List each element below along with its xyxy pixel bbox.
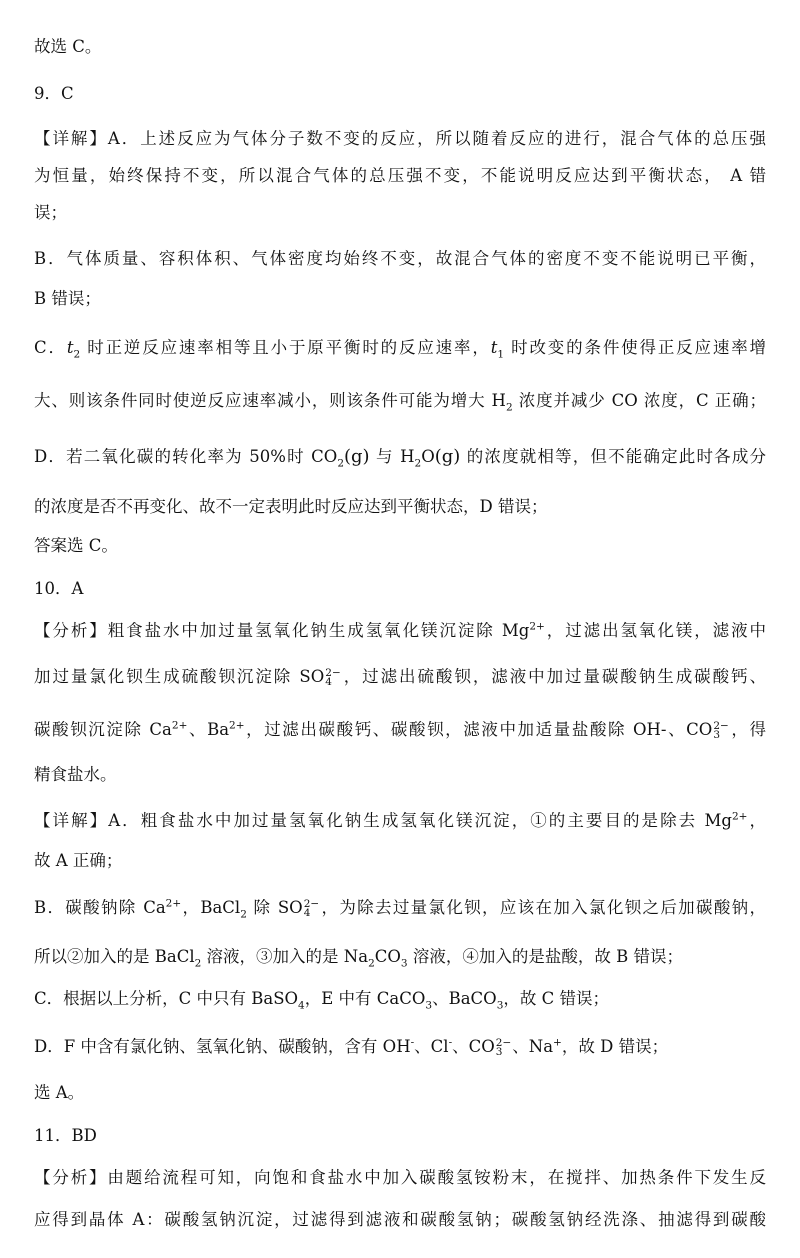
text-line-21: 所以②加入的是 BaCl$_2$ 溶液，③加入的是 $Na_2CO_3$ 溶液，④加入的是盐酸，故 B 错误；	[34, 947, 683, 970]
text-line-11: 的浓度是否不再变化、故不一定表明此时反应达到平衡状态，D 错误；	[34, 497, 548, 516]
text-line-17: 精食盐水。	[34, 765, 117, 784]
text-line-15: 加过量氯化钡生成硫酸钡沉淀除 SO 2− 4 ，过滤出硫酸钡，滤液中加过量碳酸钠生成碳酸钙、	[34, 666, 767, 688]
text-line-4: 为恒量，始终保持不变，所以混合气体的总压强不变，不能说明反应达到平衡状态， A 错	[34, 166, 766, 185]
text-line-18: 【详解】A．粗食盐水中加过量氢氧化钠生成氢氧化镁沉淀，①的主要目的是除去 $Mg^{2+}$，	[34, 810, 767, 830]
text-line-22: C．根据以上分析，C 中只有 BaSO$_4$，E 中有 CaCO$_3$、BaCO$_3$，故 C 错误；	[34, 989, 610, 1012]
text-line-3: 【详解】A．上述反应为气体分子数不变的反应，所以随着反应的进行，混合气体的总压强	[34, 129, 766, 148]
text-line-19: 故 A 正确；	[34, 851, 123, 870]
text-line-26: 【分析】由题给流程可知，向饱和食盐水中加入碳酸氢铵粉末，在搅拌、加热条件下发生反	[34, 1168, 766, 1187]
text-line-8: C．$t_2$ 时正逆反应速率相等且小于原平衡时的反应速率，$t_1$ 时改变的条件使得正反应速率增	[34, 338, 767, 361]
text-line-6: B．气体质量、容积体积、气体密度均始终不变，故混合气体的密度不变不能说明已平衡，	[34, 249, 766, 268]
text-line-1: 故选 C。	[34, 37, 102, 56]
text-line-9: 大、则该条件同时使逆反应速率减小，则该条件可能为增大 $H_2$ 浓度并减少 CO 浓度，C 正确；	[34, 391, 766, 414]
text-line-16: 碳酸钡沉淀除 $Ca^{2+}$、$Ba^{2+}$，过滤出碳酸钙、碳酸钡，滤液中加适量盐酸除 OH-、CO 2− 3 ，得	[34, 719, 766, 741]
question-10-heading: 10．A	[34, 579, 84, 598]
text-line-7: B 错误；	[34, 289, 101, 308]
question-9-heading: 9．C	[34, 84, 74, 103]
text-line-27: 应得到晶体 A：碳酸氢钠沉淀，过滤得到滤液和碳酸氢钠；碳酸氢钠经洗涤、抽滤得到碳酸	[34, 1210, 766, 1229]
text-line-14: 【分析】粗食盐水中加过量氢氧化钠生成氢氧化镁沉淀除 $Mg^{2+}$，过滤出氢氧化镁，滤液中	[34, 620, 767, 640]
text-line-24: 选 A。	[34, 1083, 85, 1102]
text-line-20: B．碳酸钠除 $Ca^{2+}$，BaCl$_2$ 除 SO 2− 4 ，为除去过量氯化钡，应该在加入氯化钡之后加碳酸钠，	[34, 897, 766, 921]
question-11-heading: 11．BD	[34, 1126, 97, 1145]
text-line-12: 答案选 C。	[34, 536, 118, 555]
text-line-23: D．F 中含有氯化钠、氢氧化钠、碳酸钠，含有 OH-、Cl-、CO 2− 3 、Na+，故 D 错误；	[34, 1036, 669, 1058]
text-line-5: 误；	[34, 203, 67, 222]
text-line-10: D．若二氧化碳的转化率为 50%时 $CO_2(g)$ 与 $H_2O(g)$ 的浓度就相等，但不能确定此时各成分	[34, 446, 766, 470]
